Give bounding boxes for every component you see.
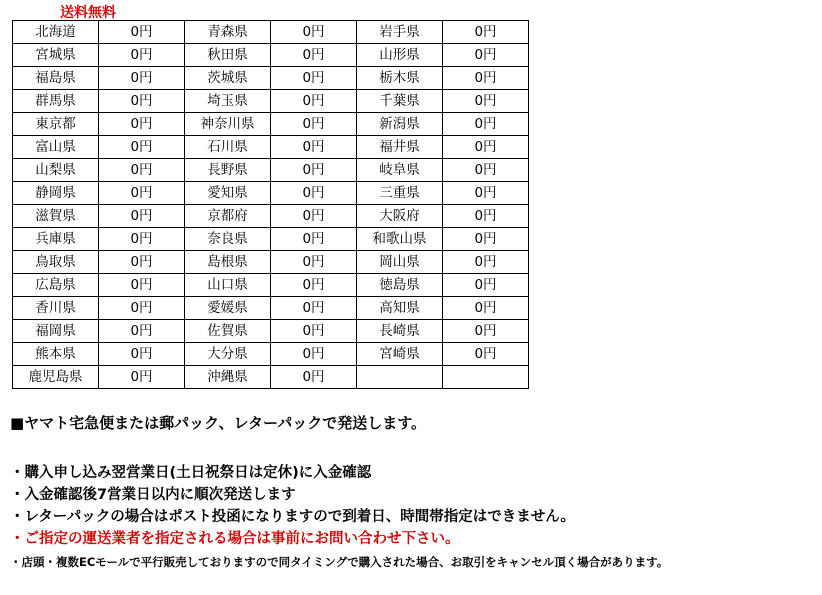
fee-cell: 0円 bbox=[443, 113, 529, 136]
fee-cell: 0円 bbox=[99, 67, 185, 90]
prefecture-cell: 徳島県 bbox=[357, 274, 443, 297]
prefecture-cell: 北海道 bbox=[13, 21, 99, 44]
prefecture-cell: 宮崎県 bbox=[357, 343, 443, 366]
prefecture-cell: 大分県 bbox=[185, 343, 271, 366]
prefecture-cell: 鳥取県 bbox=[13, 251, 99, 274]
list-item: ・入金確認後7営業日以内に順次発送します bbox=[10, 487, 296, 503]
fee-cell: 0円 bbox=[271, 136, 357, 159]
empty-cell bbox=[443, 366, 529, 389]
fee-cell: 0円 bbox=[443, 182, 529, 205]
prefecture-cell: 高知県 bbox=[357, 297, 443, 320]
prefecture-cell: 岩手県 bbox=[357, 21, 443, 44]
fee-cell: 0円 bbox=[443, 251, 529, 274]
fee-cell: 0円 bbox=[443, 159, 529, 182]
table-row bbox=[13, 136, 529, 159]
prefecture-cell: 愛知県 bbox=[185, 182, 271, 205]
prefecture-cell: 奈良県 bbox=[185, 228, 271, 251]
fee-cell: 0円 bbox=[443, 343, 529, 366]
fee-cell: 0円 bbox=[99, 205, 185, 228]
prefecture-cell: 香川県 bbox=[13, 297, 99, 320]
shipping-fee-table bbox=[12, 20, 529, 389]
list-item: ・ご指定の運送業者を指定される場合は事前にお問い合わせ下さい。 bbox=[10, 531, 460, 547]
fee-cell: 0円 bbox=[271, 44, 357, 67]
fee-cell: 0円 bbox=[271, 67, 357, 90]
fee-cell: 0円 bbox=[271, 113, 357, 136]
table-row bbox=[13, 44, 529, 67]
prefecture-cell: 広島県 bbox=[13, 274, 99, 297]
fee-cell: 0円 bbox=[443, 90, 529, 113]
prefecture-cell: 埼玉県 bbox=[185, 90, 271, 113]
fee-cell: 0円 bbox=[99, 90, 185, 113]
table-row bbox=[13, 21, 529, 44]
fee-cell: 0円 bbox=[99, 320, 185, 343]
prefecture-cell: 岐阜県 bbox=[357, 159, 443, 182]
list-item: ・購入申し込み翌営業日(土日祝祭日は定休)に入金確認 bbox=[10, 465, 372, 481]
prefecture-cell: 沖縄県 bbox=[185, 366, 271, 389]
table-row bbox=[13, 228, 529, 251]
fee-cell: 0円 bbox=[443, 44, 529, 67]
fee-cell: 0円 bbox=[271, 274, 357, 297]
prefecture-cell: 長崎県 bbox=[357, 320, 443, 343]
fee-cell: 0円 bbox=[271, 21, 357, 44]
prefecture-cell: 山形県 bbox=[357, 44, 443, 67]
fee-cell: 0円 bbox=[99, 113, 185, 136]
fee-cell: 0円 bbox=[443, 228, 529, 251]
fee-cell: 0円 bbox=[271, 182, 357, 205]
table-row bbox=[13, 320, 529, 343]
prefecture-cell: 鹿児島県 bbox=[13, 366, 99, 389]
prefecture-cell: 山梨県 bbox=[13, 159, 99, 182]
table-row bbox=[13, 366, 529, 389]
prefecture-cell: 福岡県 bbox=[13, 320, 99, 343]
list-item: ・レターパックの場合はポスト投函になりますので到着日、時間帯指定はできません。 bbox=[10, 509, 576, 525]
prefecture-cell: 和歌山県 bbox=[357, 228, 443, 251]
fee-cell: 0円 bbox=[271, 228, 357, 251]
prefecture-cell: 栃木県 bbox=[357, 67, 443, 90]
fee-cell: 0円 bbox=[99, 159, 185, 182]
list-item: ・店頭・複数ECモールで平行販売しておりますので同タイミングで購入された場合、お取引をキャンセル頂く場合があります。 bbox=[10, 555, 669, 569]
notes-heading: ■ヤマト宅急便または郵パック、レターパックで発送します。 bbox=[10, 414, 427, 432]
prefecture-cell: 石川県 bbox=[185, 136, 271, 159]
prefecture-cell: 秋田県 bbox=[185, 44, 271, 67]
fee-cell: 0円 bbox=[271, 297, 357, 320]
fee-cell: 0円 bbox=[271, 343, 357, 366]
table-row bbox=[13, 274, 529, 297]
fee-cell: 0円 bbox=[99, 44, 185, 67]
prefecture-cell: 三重県 bbox=[357, 182, 443, 205]
fee-cell: 0円 bbox=[99, 21, 185, 44]
prefecture-cell: 滋賀県 bbox=[13, 205, 99, 228]
table-row bbox=[13, 67, 529, 90]
prefecture-cell: 兵庫県 bbox=[13, 228, 99, 251]
fee-cell: 0円 bbox=[99, 343, 185, 366]
prefecture-cell: 千葉県 bbox=[357, 90, 443, 113]
prefecture-cell: 山口県 bbox=[185, 274, 271, 297]
table-row bbox=[13, 251, 529, 274]
table-row bbox=[13, 343, 529, 366]
free-shipping-label: 送料無料 bbox=[60, 5, 116, 21]
fee-cell: 0円 bbox=[99, 297, 185, 320]
table-row bbox=[13, 297, 529, 320]
prefecture-cell: 大阪府 bbox=[357, 205, 443, 228]
fee-cell: 0円 bbox=[443, 274, 529, 297]
prefecture-cell: 愛媛県 bbox=[185, 297, 271, 320]
prefecture-cell: 岡山県 bbox=[357, 251, 443, 274]
prefecture-cell: 神奈川県 bbox=[185, 113, 271, 136]
prefecture-cell: 群馬県 bbox=[13, 90, 99, 113]
fee-cell: 0円 bbox=[99, 136, 185, 159]
fee-cell: 0円 bbox=[443, 320, 529, 343]
fee-cell: 0円 bbox=[443, 205, 529, 228]
prefecture-cell: 新潟県 bbox=[357, 113, 443, 136]
fee-cell: 0円 bbox=[271, 251, 357, 274]
table-row bbox=[13, 182, 529, 205]
prefecture-cell: 熊本県 bbox=[13, 343, 99, 366]
fee-cell: 0円 bbox=[271, 205, 357, 228]
fee-cell: 0円 bbox=[99, 251, 185, 274]
fee-cell: 0円 bbox=[99, 228, 185, 251]
fee-cell: 0円 bbox=[443, 136, 529, 159]
fee-cell: 0円 bbox=[271, 320, 357, 343]
fee-cell: 0円 bbox=[99, 274, 185, 297]
fee-cell: 0円 bbox=[443, 21, 529, 44]
prefecture-cell: 茨城県 bbox=[185, 67, 271, 90]
shipping-fee-table-body bbox=[13, 21, 529, 389]
table-row bbox=[13, 113, 529, 136]
fee-cell: 0円 bbox=[99, 182, 185, 205]
notes-bullet-list bbox=[10, 462, 810, 572]
fee-cell: 0円 bbox=[271, 366, 357, 389]
fee-cell: 0円 bbox=[271, 159, 357, 182]
table-row bbox=[13, 205, 529, 228]
prefecture-cell: 京都府 bbox=[185, 205, 271, 228]
table-row bbox=[13, 90, 529, 113]
prefecture-cell: 福島県 bbox=[13, 67, 99, 90]
prefecture-cell: 福井県 bbox=[357, 136, 443, 159]
shipping-notes bbox=[10, 410, 810, 572]
prefecture-cell: 佐賀県 bbox=[185, 320, 271, 343]
fee-cell: 0円 bbox=[443, 297, 529, 320]
prefecture-cell: 長野県 bbox=[185, 159, 271, 182]
prefecture-cell: 富山県 bbox=[13, 136, 99, 159]
empty-cell bbox=[357, 366, 443, 389]
fee-cell: 0円 bbox=[99, 366, 185, 389]
prefecture-cell: 静岡県 bbox=[13, 182, 99, 205]
fee-cell: 0円 bbox=[443, 67, 529, 90]
fee-cell: 0円 bbox=[271, 90, 357, 113]
prefecture-cell: 青森県 bbox=[185, 21, 271, 44]
table-row bbox=[13, 159, 529, 182]
prefecture-cell: 宮城県 bbox=[13, 44, 99, 67]
prefecture-cell: 東京都 bbox=[13, 113, 99, 136]
prefecture-cell: 島根県 bbox=[185, 251, 271, 274]
